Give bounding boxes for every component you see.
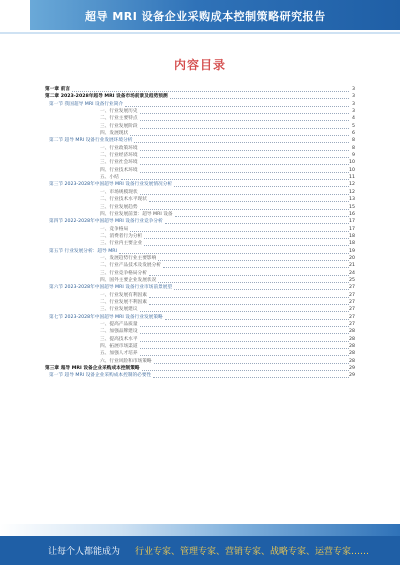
- toc-leader-dots: [140, 325, 349, 327]
- toc-entry-text: 五、小结: [100, 175, 119, 181]
- toc-entry-text: 三、行业竞争格局分析: [100, 270, 147, 276]
- toc-entry-text: 第三节 2023-2028年中国超导 MRI 设备行业发展情况分析: [49, 182, 173, 188]
- toc-leader-dots: [134, 141, 349, 143]
- toc-entry[interactable]: [45, 211, 355, 218]
- toc-page-number: 21: [349, 263, 355, 269]
- toc-entry[interactable]: [45, 108, 355, 115]
- toc-entry-text: 一、市场规模现状: [100, 189, 138, 195]
- toc-entry[interactable]: [45, 328, 355, 335]
- toc-leader-dots: [149, 200, 349, 202]
- toc-page-number: 28: [349, 344, 355, 350]
- toc-leader-dots: [72, 90, 349, 92]
- toc-entry-text: 三、行业发展阶段: [100, 123, 138, 129]
- toc-page-number: 17: [349, 219, 355, 225]
- toc-page-number: 4: [352, 116, 355, 122]
- toc-leader-dots: [149, 296, 349, 298]
- toc-leader-dots: [170, 97, 349, 99]
- toc-entry[interactable]: [45, 101, 355, 108]
- toc-entry[interactable]: [45, 358, 355, 365]
- toc-entry[interactable]: [45, 350, 355, 357]
- toc-page-number: 18: [349, 241, 355, 247]
- toc-leader-dots: [144, 244, 349, 246]
- toc-entry-text: 二、加强品牌建设: [100, 329, 138, 335]
- toc-entry[interactable]: [45, 218, 355, 225]
- toc-entry-text: 第二章 2023-2028年超导 MRI 设备市场前景及趋势预测: [45, 94, 168, 100]
- toc-entry-text: 一、竞争格局: [100, 226, 129, 232]
- toc-leader-dots: [174, 185, 349, 187]
- toc-entry-text: 二、行业发展不利因素: [100, 299, 147, 305]
- toc-entry-text: 第一节 我国超导 MRI 设备行业简介: [49, 101, 124, 107]
- toc-page-number: 27: [349, 292, 355, 298]
- toc-leader-dots: [165, 222, 349, 224]
- toc-entry[interactable]: [45, 115, 355, 122]
- toc-leader-dots: [130, 230, 349, 232]
- toc-page-number: 25: [349, 277, 355, 283]
- toc-entry-text: 三、行业发展趋势: [100, 204, 138, 210]
- toc-page-number: 13: [349, 197, 355, 203]
- toc-page-number: 12: [349, 189, 355, 195]
- toc-page-number: 8: [352, 138, 355, 144]
- toc-leader-dots: [125, 105, 349, 107]
- toc-entry[interactable]: [45, 314, 355, 321]
- header-rule: [0, 32, 400, 34]
- toc-entry[interactable]: [45, 262, 355, 269]
- toc-entry-text: 第五节 行业发展分析：超导 MRI: [49, 248, 117, 254]
- toc-leader-dots: [140, 310, 349, 312]
- toc-page-number: 8: [352, 145, 355, 151]
- toc-page-number: 3: [352, 101, 355, 107]
- toc-entry[interactable]: [45, 145, 355, 152]
- toc-entry-text: 第二节 超导 MRI 设备行业发展环境分析: [49, 138, 133, 144]
- toc-page-number: 10: [349, 167, 355, 173]
- toc-page-number: 29: [349, 373, 355, 379]
- toc-entry-text: 四、发展现状: [100, 131, 129, 137]
- toc-entry-text: 二、行业产品技术及发展分析: [100, 263, 161, 269]
- table-of-contents: [45, 86, 355, 380]
- toc-entry[interactable]: [45, 270, 355, 277]
- toc-entry-text: 四、行业技术环境: [100, 167, 138, 173]
- page-footer: [0, 536, 400, 565]
- toc-leader-dots: [140, 149, 349, 151]
- toc-entry[interactable]: [45, 292, 355, 299]
- toc-entry-text: 四、行业发展前景：超导 MRI 设备: [100, 211, 173, 217]
- toc-page-number: 9: [352, 153, 355, 159]
- footer-tagline: 行业专家、管理专家、营销专家、战略专家、运营专家……: [135, 547, 370, 557]
- toc-leader-dots: [140, 340, 349, 342]
- toc-page-number: 16: [349, 211, 355, 217]
- toc-page-number: 27: [349, 299, 355, 305]
- toc-page-number: 27: [349, 314, 355, 320]
- toc-leader-dots: [140, 163, 349, 165]
- toc-leader-dots: [121, 178, 349, 180]
- toc-entry[interactable]: [45, 93, 355, 100]
- toc-entry[interactable]: [45, 372, 355, 379]
- toc-leader-dots: [140, 112, 349, 114]
- toc-entry[interactable]: [45, 284, 355, 291]
- toc-entry[interactable]: [45, 181, 355, 188]
- toc-entry-text: 第一章 前言: [45, 87, 71, 92]
- toc-page-number: 15: [349, 204, 355, 210]
- toc-leader-dots: [149, 274, 349, 276]
- toc-leader-dots: [140, 332, 349, 334]
- toc-entry-text: 四、拓展市场渠道: [100, 344, 138, 350]
- toc-entry[interactable]: [45, 86, 355, 93]
- toc-page-number: 11: [349, 175, 355, 181]
- toc-entry[interactable]: [45, 226, 355, 233]
- toc-leader-dots: [174, 288, 349, 290]
- toc-page-number: 17: [349, 226, 355, 232]
- toc-entry[interactable]: [45, 189, 355, 196]
- toc-leader-dots: [144, 237, 349, 239]
- toc-entry[interactable]: [45, 277, 355, 284]
- page-header: [0, 0, 400, 34]
- toc-leader-dots: [149, 303, 349, 305]
- toc-leader-dots: [142, 369, 349, 371]
- toc-entry[interactable]: [45, 365, 355, 372]
- toc-entry-text: 一、行业发展有利因素: [100, 292, 147, 298]
- toc-page-number: 3: [352, 87, 355, 92]
- toc-leader-dots: [158, 281, 349, 283]
- toc-entry-text: 二、行业主要特点: [100, 116, 138, 122]
- toc-page-number: 18: [349, 233, 355, 239]
- toc-leader-dots: [130, 134, 349, 136]
- toc-leader-dots: [140, 347, 349, 349]
- toc-leader-dots: [165, 318, 349, 320]
- toc-leader-dots: [140, 354, 349, 356]
- toc-entry[interactable]: [45, 306, 355, 313]
- toc-entry[interactable]: [45, 174, 355, 181]
- toc-page-number: 27: [349, 285, 355, 291]
- toc-entry-text: 第一节 超导 MRI 设备企业采购成本控制的必要性: [49, 373, 152, 379]
- toc-leader-dots: [140, 127, 349, 129]
- toc-entry-text: 第六节 2023-2028年中国超导 MRI 设备行业市场前景展望: [49, 285, 173, 291]
- toc-entry[interactable]: [45, 240, 355, 247]
- toc-leader-dots: [140, 171, 349, 173]
- toc-leader-dots: [175, 215, 349, 217]
- toc-entry-text: 一、发展趋势行业主要影响: [100, 255, 157, 261]
- toc-entry-text: 一、行业政策环境: [100, 145, 138, 151]
- toc-page-number: 28: [349, 336, 355, 342]
- toc-entry[interactable]: [45, 248, 355, 255]
- toc-entry-text: 第四节 2022-2028年中国超导 MRI 设备行业竞争分析: [49, 219, 163, 225]
- toc-entry[interactable]: [45, 204, 355, 211]
- toc-page-number: 19: [349, 248, 355, 254]
- toc-entry[interactable]: [45, 321, 355, 328]
- toc-page-number: 24: [349, 270, 355, 276]
- toc-entry-text: 第七节 2023-2028年中国超导 MRI 设备行业发展策略: [49, 314, 163, 320]
- toc-entry-text: 六、行业风险和市场策略: [100, 358, 152, 364]
- toc-page-number: 27: [349, 307, 355, 313]
- toc-entry-text: 二、行业技术水平现状: [100, 197, 147, 203]
- toc-leader-dots: [140, 156, 349, 158]
- toc-entry[interactable]: [45, 196, 355, 203]
- toc-entry[interactable]: [45, 152, 355, 159]
- toc-entry-text: 三、行业社会环境: [100, 160, 138, 166]
- toc-entry-text: 第三章 超导 MRI 设备企业采购成本控制策略: [45, 366, 140, 372]
- toc-page-number: 3: [352, 109, 355, 115]
- toc-page-number: 28: [349, 351, 355, 357]
- toc-entry[interactable]: [45, 299, 355, 306]
- toc-entry-text: 五、加强人才培养: [100, 351, 138, 357]
- toc-page-number: 28: [349, 329, 355, 335]
- toc-entry-text: 二、消费者行为分析: [100, 233, 143, 239]
- toc-entry-text: 三、行业内主要企业: [100, 241, 143, 247]
- toc-leader-dots: [154, 362, 349, 364]
- toc-leader-dots: [119, 252, 349, 254]
- toc-page-number: 10: [349, 160, 355, 166]
- toc-entry[interactable]: [45, 167, 355, 174]
- toc-entry-text: 二、行业经济环境: [100, 153, 138, 159]
- toc-entry[interactable]: [45, 233, 355, 240]
- report-title: 超导 MRI 设备企业采购成本控制策略研究报告: [85, 10, 326, 23]
- footer-slogan: 让每个人都能成为: [48, 547, 121, 557]
- toc-heading: 内容目录: [173, 58, 226, 72]
- toc-page-number: 27: [349, 322, 355, 327]
- toc-entry[interactable]: [45, 137, 355, 144]
- toc-entry-text: 一、提高产品质量: [100, 322, 138, 327]
- toc-leader-dots: [158, 259, 349, 261]
- toc-page-number: 6: [352, 131, 355, 137]
- toc-entry[interactable]: [45, 336, 355, 343]
- toc-leader-dots: [153, 376, 349, 378]
- toc-entry[interactable]: [45, 255, 355, 262]
- toc-page-number: 29: [349, 366, 355, 372]
- toc-page-number: 20: [349, 255, 355, 261]
- toc-leader-dots: [163, 266, 349, 268]
- toc-entry[interactable]: [45, 123, 355, 130]
- toc-page-number: 3: [352, 94, 355, 100]
- toc-entry[interactable]: [45, 343, 355, 350]
- toc-leader-dots: [140, 193, 349, 195]
- toc-entry-text: 四、国外主要企业发展状况: [100, 277, 157, 283]
- toc-entry-text: 一、行业发展历史: [100, 109, 138, 115]
- toc-leader-dots: [140, 119, 349, 121]
- toc-page-number: 5: [352, 123, 355, 129]
- toc-page-number: 12: [349, 182, 355, 188]
- toc-page-number: 28: [349, 358, 355, 364]
- toc-entry[interactable]: [45, 130, 355, 137]
- toc-entry[interactable]: [45, 159, 355, 166]
- toc-leader-dots: [140, 208, 349, 210]
- toc-entry-text: 三、提高技术水平: [100, 336, 138, 342]
- toc-entry-text: 三、行业发展建议: [100, 307, 138, 313]
